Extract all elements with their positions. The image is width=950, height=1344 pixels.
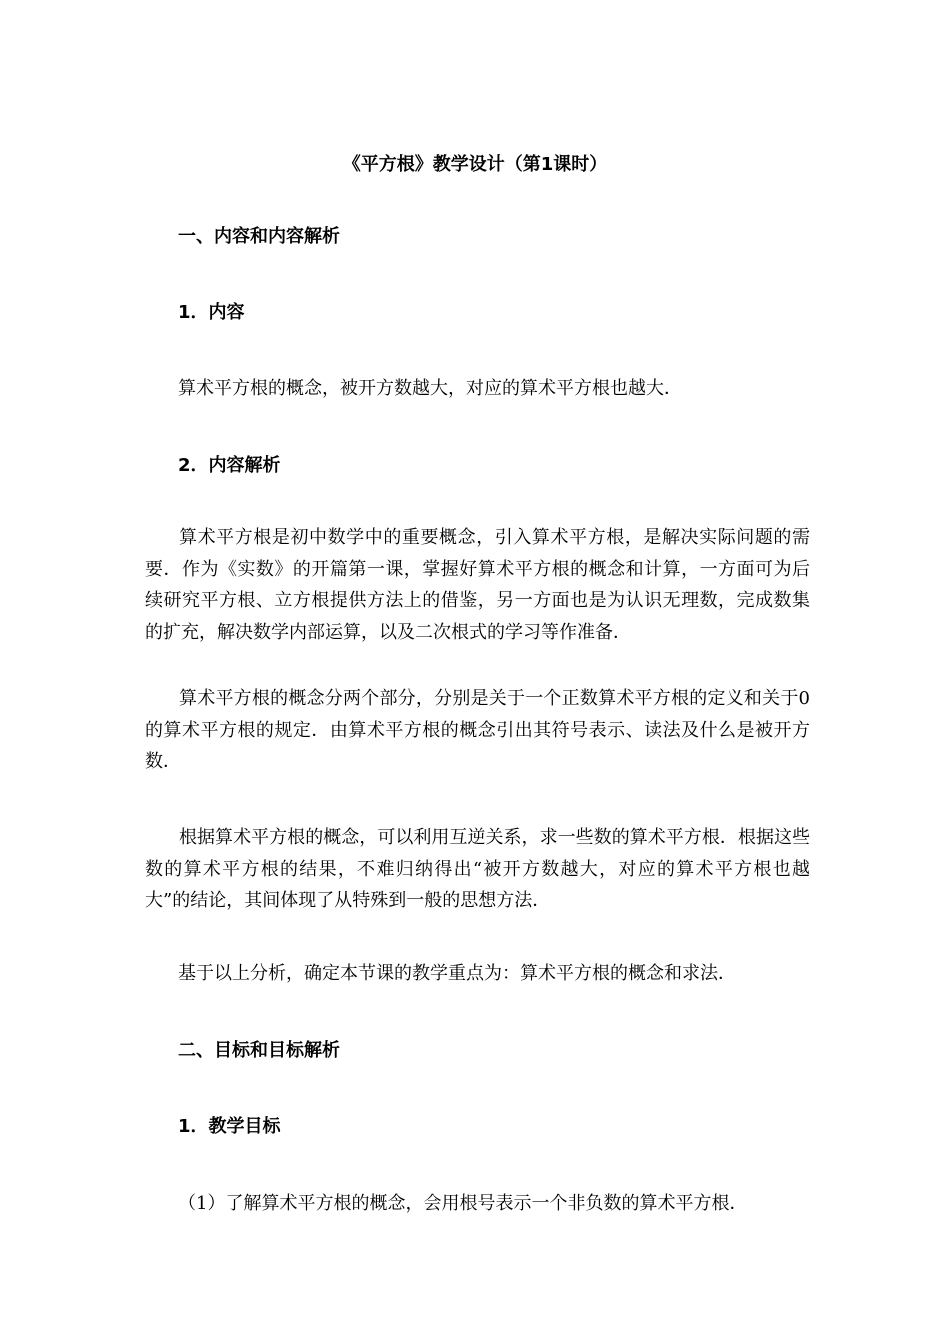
section-1-sub-2: 2．内容解析	[178, 455, 281, 476]
content-text: 算术平方根的概念，被开方数越大，对应的算术平方根也越大．	[178, 378, 682, 399]
section-2-sub-1: 1．教学目标	[178, 1116, 281, 1137]
analysis-paragraph-3: 根据算术平方根的概念，可以利用互逆关系，求一些数的算术平方根．根据这些数的算术平方根的结果，不难归纳得出“被开方数越大，对应的算术平方根也越大”的结论，其间体现了从特殊到一般的思想方法．	[145, 827, 810, 911]
section-2-heading: 二、目标和目标解析	[178, 1040, 340, 1061]
section-1-sub-1: 1．内容	[178, 302, 245, 323]
document-title: 《平方根》教学设计（第1课时）	[342, 154, 608, 175]
objective-item-1: （1）了解算术平方根的概念，会用根号表示一个非负数的算术平方根．	[178, 1193, 748, 1214]
analysis-paragraph-2: 算术平方根的概念分两个部分，分别是关于一个正数算术平方根的定义和关于0的算术平方根的规定．由算术平方根的概念引出其符号表示、读法及什么是被开方数．	[145, 688, 810, 772]
analysis-paragraph-4: 基于以上分析，确定本节课的教学重点为：算术平方根的概念和求法．	[178, 963, 736, 984]
section-1-heading: 一、内容和内容解析	[178, 226, 340, 247]
analysis-paragraph-1: 算术平方根是初中数学中的重要概念，引入算术平方根，是解决实际问题的需要．作为《实数》的开篇第一课，掌握好算术平方根的概念和计算，一方面可为后续研究平方根、立方根提供方法上的借鉴，另一方面也是为认识无理数，完成数集的扩充，解决数学内部运算，以及二次根式的学习等作准备．	[145, 527, 810, 643]
